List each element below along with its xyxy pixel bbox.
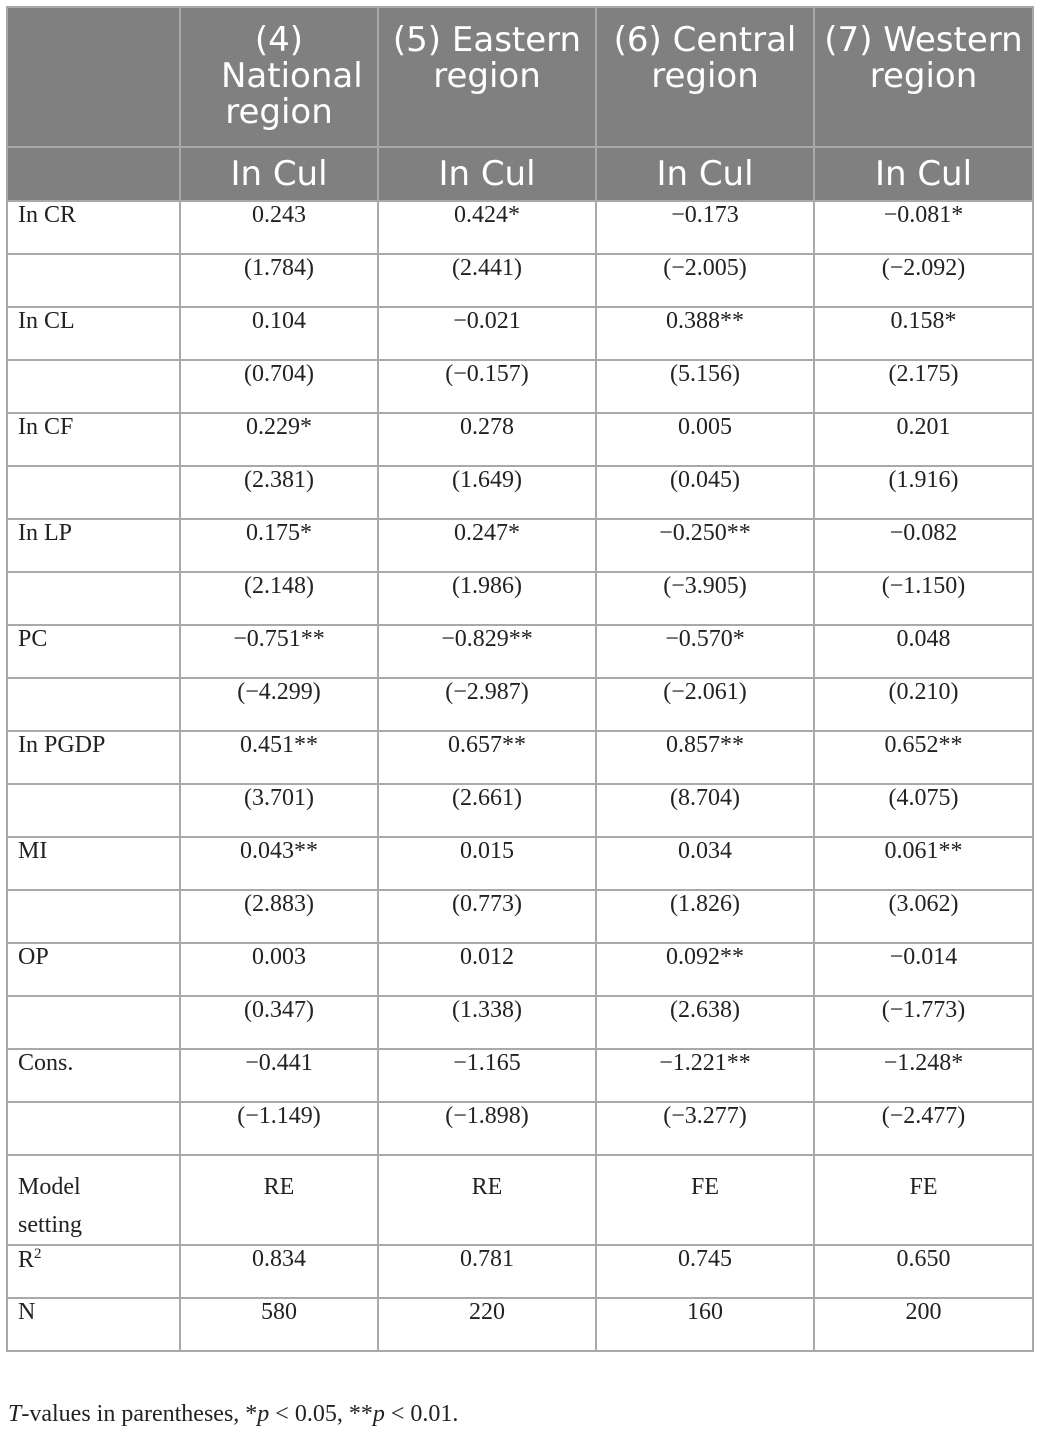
observations-cell: 160 bbox=[596, 1298, 814, 1351]
coefficient-cell: 0.003 bbox=[180, 943, 378, 996]
table-row bbox=[7, 1245, 1033, 1298]
t-value-cell: (3.062) bbox=[814, 890, 1033, 943]
coefficient-cell: 0.061** bbox=[814, 837, 1033, 890]
table-row bbox=[7, 1155, 1033, 1245]
coefficient-cell: 0.424* bbox=[378, 201, 596, 254]
t-value-cell: (2.381) bbox=[180, 466, 378, 519]
coefficient-cell: 0.175* bbox=[180, 519, 378, 572]
coefficient-cell: 0.243 bbox=[180, 201, 378, 254]
row-label: Model setting bbox=[7, 1155, 180, 1245]
coefficient-cell: 0.015 bbox=[378, 837, 596, 890]
r-squared-cell: 0.650 bbox=[814, 1245, 1033, 1298]
table-row bbox=[7, 837, 1033, 890]
row-label bbox=[7, 996, 180, 1049]
coefficient-cell: 0.104 bbox=[180, 307, 378, 360]
model-setting-cell: FE bbox=[596, 1155, 814, 1245]
row-label: PC bbox=[7, 625, 180, 678]
table-row bbox=[7, 996, 1033, 1049]
table-row bbox=[7, 1049, 1033, 1102]
t-value-cell: (2.883) bbox=[180, 890, 378, 943]
coefficient-cell: 0.652** bbox=[814, 731, 1033, 784]
t-value-cell: (−2.005) bbox=[596, 254, 814, 307]
coefficient-cell: −0.250** bbox=[596, 519, 814, 572]
subheader-cell: In Cul bbox=[180, 147, 378, 201]
coefficient-cell: −0.014 bbox=[814, 943, 1033, 996]
row-label bbox=[7, 784, 180, 837]
row-label: N bbox=[7, 1298, 180, 1351]
r-squared-cell: 0.745 bbox=[596, 1245, 814, 1298]
t-value-cell: (1.649) bbox=[378, 466, 596, 519]
coefficient-cell: −1.221** bbox=[596, 1049, 814, 1102]
t-value-cell: (0.045) bbox=[596, 466, 814, 519]
regression-results-table bbox=[6, 6, 1034, 1352]
row-label bbox=[7, 678, 180, 731]
subheader-cell: In Cul bbox=[814, 147, 1033, 201]
coefficient-cell: 0.012 bbox=[378, 943, 596, 996]
table-row bbox=[7, 201, 1033, 254]
coefficient-cell: 0.857** bbox=[596, 731, 814, 784]
coefficient-cell: 0.048 bbox=[814, 625, 1033, 678]
coefficient-cell: −0.081* bbox=[814, 201, 1033, 254]
t-value-cell: (−1.898) bbox=[378, 1102, 596, 1155]
row-label: $R^2$ bbox=[7, 1245, 180, 1298]
table-row bbox=[7, 625, 1033, 678]
coefficient-cell: 0.278 bbox=[378, 413, 596, 466]
row-label bbox=[7, 360, 180, 413]
table-row bbox=[7, 1298, 1033, 1351]
column-header-western: (7) Western region bbox=[814, 7, 1033, 147]
coefficient-cell: −0.082 bbox=[814, 519, 1033, 572]
table-row bbox=[7, 307, 1033, 360]
t-value-cell: (−3.905) bbox=[596, 572, 814, 625]
row-label: In CR bbox=[7, 201, 180, 254]
row-label: Cons. bbox=[7, 1049, 180, 1102]
r-squared-cell: 0.781 bbox=[378, 1245, 596, 1298]
t-value-cell: (0.704) bbox=[180, 360, 378, 413]
coefficient-cell: −1.165 bbox=[378, 1049, 596, 1102]
row-label bbox=[7, 890, 180, 943]
observations-cell: 220 bbox=[378, 1298, 596, 1351]
model-setting-cell: RE bbox=[180, 1155, 378, 1245]
t-value-cell: (−2.987) bbox=[378, 678, 596, 731]
t-value-cell: (−4.299) bbox=[180, 678, 378, 731]
table-row bbox=[7, 1102, 1033, 1155]
column-header-row bbox=[7, 7, 1033, 147]
row-label bbox=[7, 572, 180, 625]
t-value-cell: (2.638) bbox=[596, 996, 814, 1049]
coefficient-cell: 0.005 bbox=[596, 413, 814, 466]
t-value-cell: (−0.157) bbox=[378, 360, 596, 413]
table-row bbox=[7, 784, 1033, 837]
t-value-cell: (3.701) bbox=[180, 784, 378, 837]
t-value-cell: (2.175) bbox=[814, 360, 1033, 413]
subheader-cell: In Cul bbox=[596, 147, 814, 201]
table-row bbox=[7, 254, 1033, 307]
t-value-cell: (−1.149) bbox=[180, 1102, 378, 1155]
t-value-cell: (2.661) bbox=[378, 784, 596, 837]
t-value-cell: (0.773) bbox=[378, 890, 596, 943]
coefficient-cell: −0.021 bbox=[378, 307, 596, 360]
column-header-central: (6) Central region bbox=[596, 7, 814, 147]
table-row bbox=[7, 413, 1033, 466]
coefficient-cell: −0.441 bbox=[180, 1049, 378, 1102]
row-label: In CL bbox=[7, 307, 180, 360]
t-value-cell: (−2.092) bbox=[814, 254, 1033, 307]
corner-header-cell bbox=[7, 7, 180, 147]
observations-cell: 200 bbox=[814, 1298, 1033, 1351]
t-value-cell: (1.784) bbox=[180, 254, 378, 307]
t-value-cell: (−1.150) bbox=[814, 572, 1033, 625]
t-value-cell: (0.347) bbox=[180, 996, 378, 1049]
table-row bbox=[7, 943, 1033, 996]
coefficient-cell: 0.451** bbox=[180, 731, 378, 784]
t-value-cell: (−2.061) bbox=[596, 678, 814, 731]
t-value-cell: (−2.477) bbox=[814, 1102, 1033, 1155]
t-value-cell: (1.916) bbox=[814, 466, 1033, 519]
coefficient-cell: −0.751** bbox=[180, 625, 378, 678]
table-row bbox=[7, 466, 1033, 519]
t-value-cell: (2.148) bbox=[180, 572, 378, 625]
corner-subheader-cell bbox=[7, 147, 180, 201]
coefficient-cell: 0.043** bbox=[180, 837, 378, 890]
t-value-cell: (2.441) bbox=[378, 254, 596, 307]
r-squared-cell: 0.834 bbox=[180, 1245, 378, 1298]
row-label: MI bbox=[7, 837, 180, 890]
coefficient-cell: 0.247* bbox=[378, 519, 596, 572]
t-value-cell: (1.338) bbox=[378, 996, 596, 1049]
t-value-cell: (4.075) bbox=[814, 784, 1033, 837]
coefficient-cell: 0.657** bbox=[378, 731, 596, 784]
table-footnote: T-values in parentheses, *p < 0.05, **p < 0.01. bbox=[8, 1401, 459, 1427]
coefficient-cell: 0.201 bbox=[814, 413, 1033, 466]
column-header-eastern: (5) Eastern region bbox=[378, 7, 596, 147]
model-setting-cell: RE bbox=[378, 1155, 596, 1245]
t-value-cell: (1.826) bbox=[596, 890, 814, 943]
table-row bbox=[7, 572, 1033, 625]
coefficient-cell: −1.248* bbox=[814, 1049, 1033, 1102]
table-row bbox=[7, 360, 1033, 413]
coefficient-cell: −0.570* bbox=[596, 625, 814, 678]
t-value-cell: (1.986) bbox=[378, 572, 596, 625]
coefficient-cell: −0.829** bbox=[378, 625, 596, 678]
row-label bbox=[7, 254, 180, 307]
observations-cell: 580 bbox=[180, 1298, 378, 1351]
table-row bbox=[7, 731, 1033, 784]
coefficient-cell: 0.388** bbox=[596, 307, 814, 360]
row-label: In CF bbox=[7, 413, 180, 466]
row-label bbox=[7, 1102, 180, 1155]
coefficient-cell: 0.229* bbox=[180, 413, 378, 466]
column-header-national: (4) National region bbox=[180, 7, 378, 147]
row-label bbox=[7, 466, 180, 519]
coefficient-cell: −0.173 bbox=[596, 201, 814, 254]
coefficient-cell: 0.092** bbox=[596, 943, 814, 996]
t-value-cell: (−3.277) bbox=[596, 1102, 814, 1155]
t-value-cell: (0.210) bbox=[814, 678, 1033, 731]
table-row bbox=[7, 890, 1033, 943]
table-row bbox=[7, 678, 1033, 731]
t-value-cell: (8.704) bbox=[596, 784, 814, 837]
coefficient-cell: 0.158* bbox=[814, 307, 1033, 360]
row-label: OP bbox=[7, 943, 180, 996]
subheader-cell: In Cul bbox=[378, 147, 596, 201]
row-label: In LP bbox=[7, 519, 180, 572]
t-value-cell: (5.156) bbox=[596, 360, 814, 413]
table-row bbox=[7, 519, 1033, 572]
coefficient-cell: 0.034 bbox=[596, 837, 814, 890]
model-setting-cell: FE bbox=[814, 1155, 1033, 1245]
dependent-variable-row bbox=[7, 147, 1033, 201]
t-value-cell: (−1.773) bbox=[814, 996, 1033, 1049]
row-label: In PGDP bbox=[7, 731, 180, 784]
